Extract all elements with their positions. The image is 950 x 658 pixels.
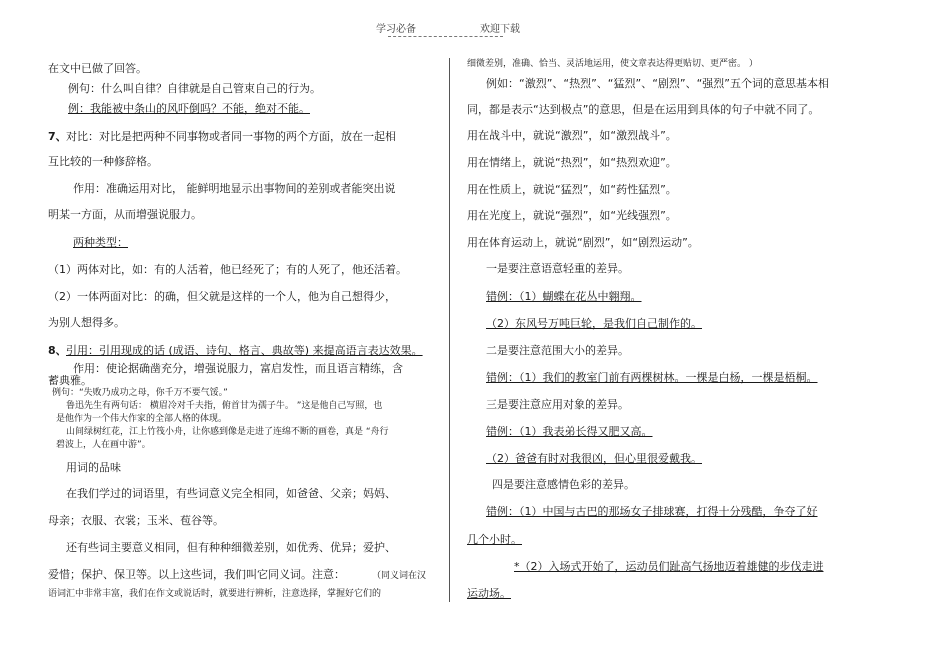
right-line-6: 用在性质上，就说“猛烈”，如“药性猛烈”。 (467, 183, 677, 196)
left-line-7: 明某一方面，从而增强说服力。 (48, 208, 202, 221)
left-line-24: 爱惜；保护、保卫等。以上这些词，我们叫它同义词。注意： (48, 568, 345, 581)
right-line-10: 错例：（1）蝴蝶在花丛中翱翔。 (486, 290, 642, 303)
left-line-13: 作用：使论据确凿充分，增强说服力，富启发性，而且语言精练，含 (73, 362, 403, 375)
right-line-19: 几个小时。 (467, 533, 522, 546)
right-line-12: 二是要注意范围大小的差异。 (486, 344, 629, 357)
header-underline (388, 36, 503, 37)
left-line-6: 作用：准确运用对比， 能鲜明地显示出事物间的差别或者能突出说 (73, 182, 396, 195)
two-types-heading: 两种类型： (73, 236, 128, 249)
right-line-17: 四是要注意感情色彩的差异。 (492, 478, 635, 491)
section-8-title: 引用：引用现成的话 (成语、诗句、格言、典故等) 来提高语言表达效果。 (66, 344, 423, 357)
word-choice-heading: 用词的品味 (66, 461, 121, 474)
right-line-16: （2）爸爸有时对我很凶，但心里很爱戴我。 (486, 452, 702, 465)
left-line-5: 互比较的一种修辞格。 (48, 155, 158, 168)
left-line-14: 蓄典雅。 (48, 374, 92, 387)
left-line-11: 为别人想得多。 (48, 316, 125, 329)
left-line-1: 在文中已做了回答。 (48, 62, 147, 75)
left-line-23: 还有些词主要意义相同，但有种种细微差别，如优秀、优异；爱护、 (66, 541, 396, 554)
right-line-18: 错例：（1）中国与古巴的那场女子排球赛，打得十分残酷，争夺了好 (486, 505, 818, 518)
left-example-underlined: 例：我能被中条山的风吓倒吗？不能，绝对不能。 (68, 102, 310, 115)
right-line-3: 同，都是表示“达到极点”的意思，但是在运用到具体的句子中就不同了。 (467, 103, 820, 116)
left-example-sentence: 例句：什么叫自律？自律就是自己管束自己的行为。 (68, 82, 321, 95)
right-line-8: 用在体育运动上，就说“剧烈”，如“剧烈运动”。 (467, 236, 699, 249)
right-line-15: 错例：（1）我表弟长得又肥又高。 (486, 425, 653, 438)
right-line-9: 一是要注意语意轻重的差异。 (486, 262, 629, 275)
right-line-1: 细微差别，准确、恰当、灵活地运用，使文章表达得更贴切、更严密。 ） (467, 59, 758, 69)
section-8-number: 8、 (48, 344, 67, 357)
header-right: 欢迎下载 (480, 24, 520, 35)
left-line-25: 语词汇中非常丰富，我们在作文或说话时，就要进行辨析，注意选择，掌握好它们的 (48, 589, 382, 599)
left-line-18: 山间绿树红花，江上竹筏小舟，让你感到像是走进了连绵不断的画卷，真是 “舟行 (66, 427, 389, 437)
right-line-11: （2）东风号万吨巨轮，是我们自己制作的。 (486, 317, 702, 330)
left-line-16: 鲁迅先生有两句话： 横眉冷对千夫指，俯首甘为孺子牛。 ”这是他自己写照，也 (66, 401, 383, 411)
right-line-20: *（2）入场式开始了，运动员们趾高气扬地迈着雄健的步伐走进 (514, 560, 824, 573)
left-line-17: 是他作为一个伟大作家的全部人格的体现。 (56, 414, 228, 424)
left-line-24-note: （同义词在汉 (372, 571, 427, 581)
right-line-13: 错例：（1）我们的教室门前有两棵树林。一棵是白杨，一棵是梧桐。 (486, 371, 818, 384)
right-line-21: 运动场。 (467, 587, 511, 600)
left-line-19: 碧波上，人在画中游”。 (56, 440, 151, 450)
section-7-number: 7、 (48, 130, 67, 143)
column-divider (449, 58, 450, 602)
right-line-14: 三是要注意应用对象的差异。 (486, 398, 629, 411)
header-left: 学习必备 (376, 24, 416, 35)
left-line-15: 例句：“失败乃成功之母，你千万不要气馁。” (52, 388, 228, 398)
left-line-21: 在我们学过的词语里，有些词意义完全相同，如爸爸、父亲；妈妈、 (66, 487, 396, 500)
right-line-7: 用在光度上，就说“强烈”，如“光线强烈”。 (467, 209, 677, 222)
left-line-22: 母亲；衣服、衣裳；玉米、苞谷等。 (48, 514, 224, 527)
right-line-2: 例如：“激烈”、“热烈”、“猛烈”、“剧烈”、“强烈”五个词的意思基本相 (486, 77, 829, 90)
section-7-title: 对比：对比是把两种不同事物或者同一事物的两个方面，放在一起相 (66, 130, 396, 143)
right-line-4: 用在战斗中，就说“激烈”，如“激烈战斗”。 (467, 129, 677, 142)
left-line-10: （2）一体两面对比：的确，但父就是这样的一个人，他为自己想得少， (48, 290, 396, 303)
left-line-9: （1）两体对比，如：有的人活着，他已经死了；有的人死了，他还活着。 (48, 263, 407, 276)
right-line-5: 用在情绪上，就说“热烈”，如“热烈欢迎”。 (467, 156, 677, 169)
